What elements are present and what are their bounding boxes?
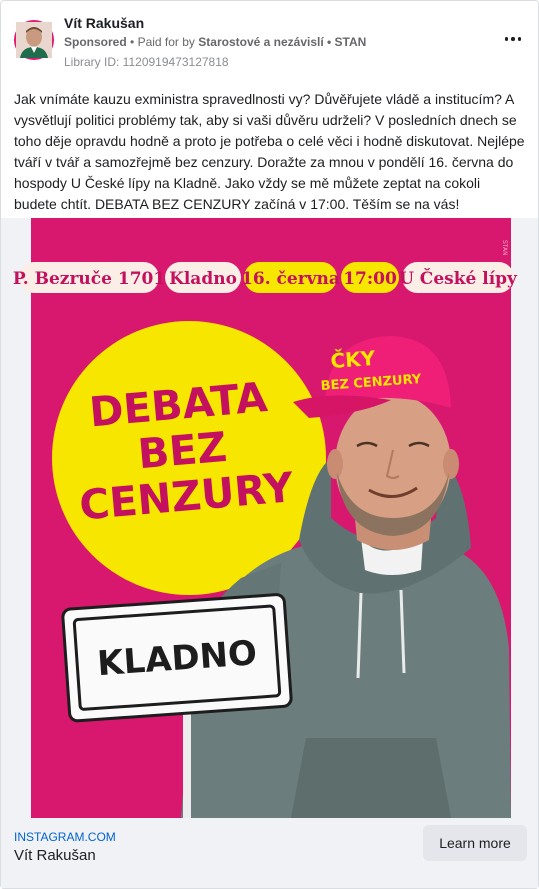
footer-title[interactable]: Vít Rakušan [14, 847, 96, 864]
creative-artwork [12, 218, 517, 818]
ad-footer [1, 818, 538, 888]
learn-more-button[interactable]: Learn more [423, 825, 527, 861]
pill-time-text: 17:00 [343, 269, 397, 289]
pill-address-text: P. Bezruče 1701 [12, 269, 166, 289]
advertiser-name[interactable]: Vít Rakušan [64, 15, 145, 31]
pill-city-text: Kladno [169, 269, 237, 289]
footer-domain[interactable]: INSTAGRAM.COM [14, 830, 116, 844]
sign-text: KLADNO [95, 633, 259, 685]
ad-header [14, 13, 525, 73]
advertiser-avatar[interactable] [14, 20, 54, 60]
more-horizontal-icon[interactable] [501, 31, 525, 47]
headline-line-3: CENZURY [77, 463, 296, 530]
avatar-portrait [16, 22, 52, 58]
paid-for-prefix: Paid for by [137, 35, 195, 49]
library-id: Library ID: 1120919473127818 [64, 55, 229, 69]
sponsored-label: Sponsored [64, 35, 127, 49]
paid-for-by[interactable]: Starostové a nezávislí • STAN [198, 35, 367, 49]
headline-line-2: BEZ [135, 422, 229, 479]
pill-city [165, 262, 241, 293]
ad-creative [12, 218, 517, 818]
pill-date [241, 262, 340, 293]
pill-date-text: 16. června [241, 269, 340, 289]
pill-venue-text: U České lípy [399, 269, 517, 289]
ad-media[interactable] [1, 218, 538, 818]
pill-time [341, 262, 399, 293]
cap-text-line2: BEZ CENZURY [320, 371, 422, 394]
pill-venue [399, 262, 518, 293]
sponsored-line [64, 35, 366, 49]
cap-text-line1: ČKY [329, 345, 376, 373]
post-body: Jak vnímáte kauzu exministra spravedlnosti vy? Důvěřujete vládě a institucím? A vysvětlují politici problémy tak, aby si vaši důvěru udrželi? V posledních dnech se toho děje opravdu hodně a proto je potřeba o celé věci i hodně diskutovat. Nejlépe tváří v tvář a samozřejmě bez cenzury. Doražte za mnou v pondělí 16. června do hospody U České lípy na Kladně. Jako vždy se mě můžete zeptat na cokoli budete chtít. DEBATA BEZ CENZURY začíná v 17:00. Těším se na vás! [14, 91, 525, 212]
headline-line-1: DEBATA [87, 373, 270, 437]
corner-watermark: STAN [501, 240, 508, 256]
pill-address [13, 262, 165, 293]
separator-dot: • [130, 35, 138, 49]
